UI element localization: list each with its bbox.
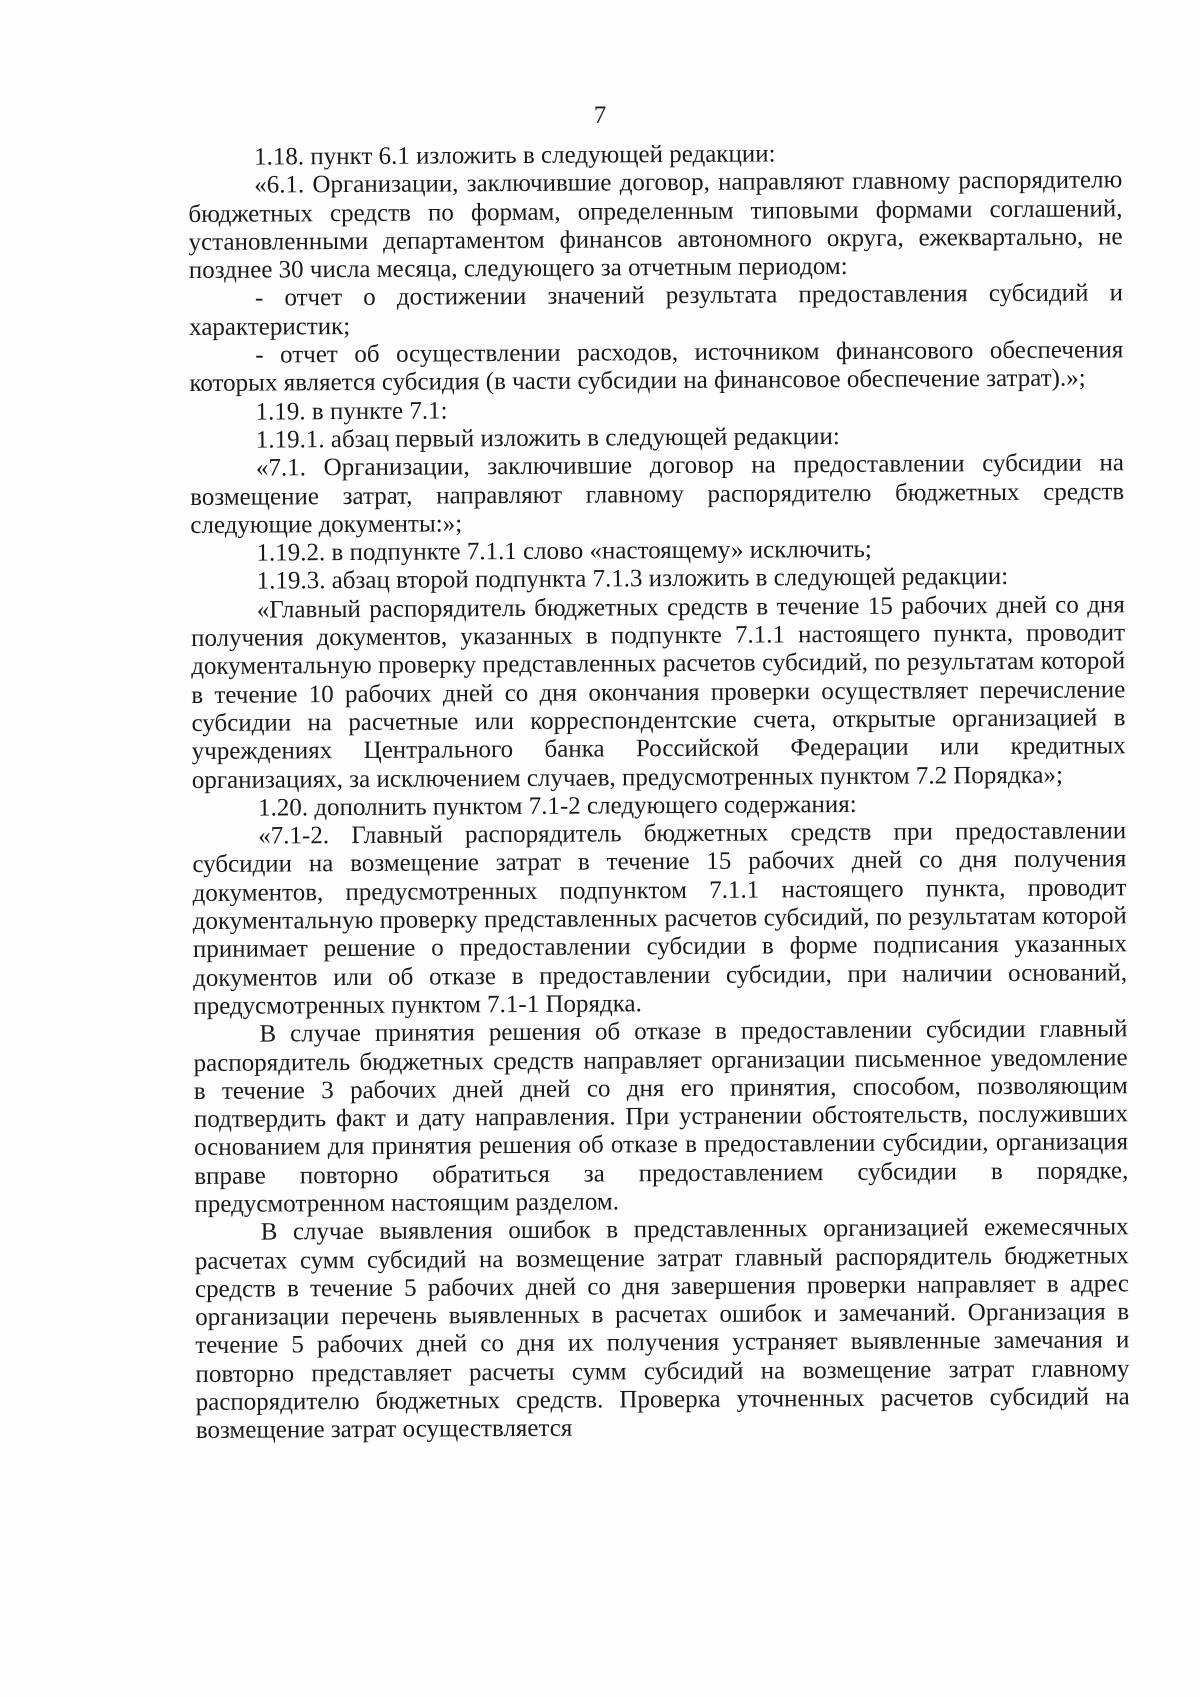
paragraph-1-19-1: 1.19.1. абзац первый изложить в следующей редакции: bbox=[255, 422, 840, 454]
paragraph-report-expenses: - отчет об осуществлении расходов, источником финансового обеспечения которых является субсидия (в части субсидии на финансовое обеспечение затрат).»; bbox=[189, 336, 1124, 398]
paragraph-errors-case: В случае выявления ошибок в представленных организацией ежемесячных расчетах сумм субсидий на возмещение затрат главный распорядитель бюджетных средств в течение 5 рабочих дней со дня завершения проверки направляет в адрес организации перечень выявленных в расчетах ошибок и замечаний. Организация в течение 5 рабочих дней со дня их получения устраняет выявленные замечания и повторно представляет расчеты сумм субсидий на возмещение затрат главному распорядителю бюджетных средств. Проверка уточненных расчетов субсидий на возмещение затрат осуществляется bbox=[194, 1213, 1130, 1445]
paragraph-6-1-quote: «6.1. Организации, заключившие договор, направляют главному распорядителю бюджетных средств по формам, определенным типовыми формами соглашений, установленными департаментом финансов автономного округа, ежеквартально, не позднее 30 числа месяца, следующего за отчетным периодом: bbox=[188, 166, 1123, 285]
paragraph-refusal-case: В случае принятия решения об отказе в предоставлении субсидии главный распорядитель бюджетных средств направляет организации письменное уведомление в течение 3 рабочих дней дней со дня его принятия, способом, позволяющим подтвердить факт и дату направления. При устранении обстоятельств, послуживших основанием для принятия решения об отказе в предоставлении субсидии, организация вправе повторно обратиться за предоставлением субсидии в порядке, предусмотренном настоящим разделом. bbox=[193, 1015, 1129, 1218]
paragraph-1-19-2: 1.19.2. в подпункте 7.1.1 слово «настоящему» исключить; bbox=[256, 535, 872, 567]
paragraph-report-results: - отчет о достижении значений результата предоставления субсидий и характеристик; bbox=[189, 279, 1124, 341]
page-number: 7 bbox=[593, 102, 607, 129]
paragraph-main-distributor-quote: «Главный распорядитель бюджетных средств в течение 15 рабочих дней со дня получения документов, указанных в подпункте 7.1.1 настоящего пункта, проводит документальную проверку представленных расчетов субсидий, по результатам которой в течение 10 рабочих дней со дня окончания проверки осуществляет перечисление субсидии на расчетные или корреспондентские счета, открытые организацией в учреждениях Центрального банка Российской Федерации или кредитных организациях, за исключением случаев, предусмотренных пунктом 7.2 Порядка»; bbox=[190, 591, 1126, 794]
document-body bbox=[188, 138, 1130, 1445]
paragraph-7-1-2-quote: «7.1-2. Главный распорядитель бюджетных средств при предоставлении субсидии на возмещение затрат в течение 15 рабочих дней со дня получения документов, предусмотренных подпунктом 7.1.1 настоящего пункта, проводит документальную проверку представленных расчетов субсидий, по результатам которой принимает решение о предоставлении субсидии в форме подписания указанных документов или об отказе в предоставлении субсидии, при наличии оснований, предусмотренных пунктом 7.1-1 Порядка. bbox=[192, 817, 1128, 1020]
paragraph-1-20: 1.20. дополнить пунктом 7.1-2 следующего содержания: bbox=[257, 790, 857, 822]
paragraph-1-18: 1.18. пункт 6.1 изложить в следующей редакции: bbox=[253, 140, 776, 171]
paragraph-7-1-quote: «7.1. Организации, заключившие договор на предоставлении субсидии на возмещение затрат, направляют главному распорядителю бюджетных средств следующие документы:»; bbox=[190, 449, 1125, 539]
paragraph-1-19: 1.19. в пункте 7.1: bbox=[255, 397, 448, 426]
paragraph-1-19-3: 1.19.3. абзац второй подпункта 7.1.3 изложить в следующей редакции: bbox=[256, 563, 1009, 596]
